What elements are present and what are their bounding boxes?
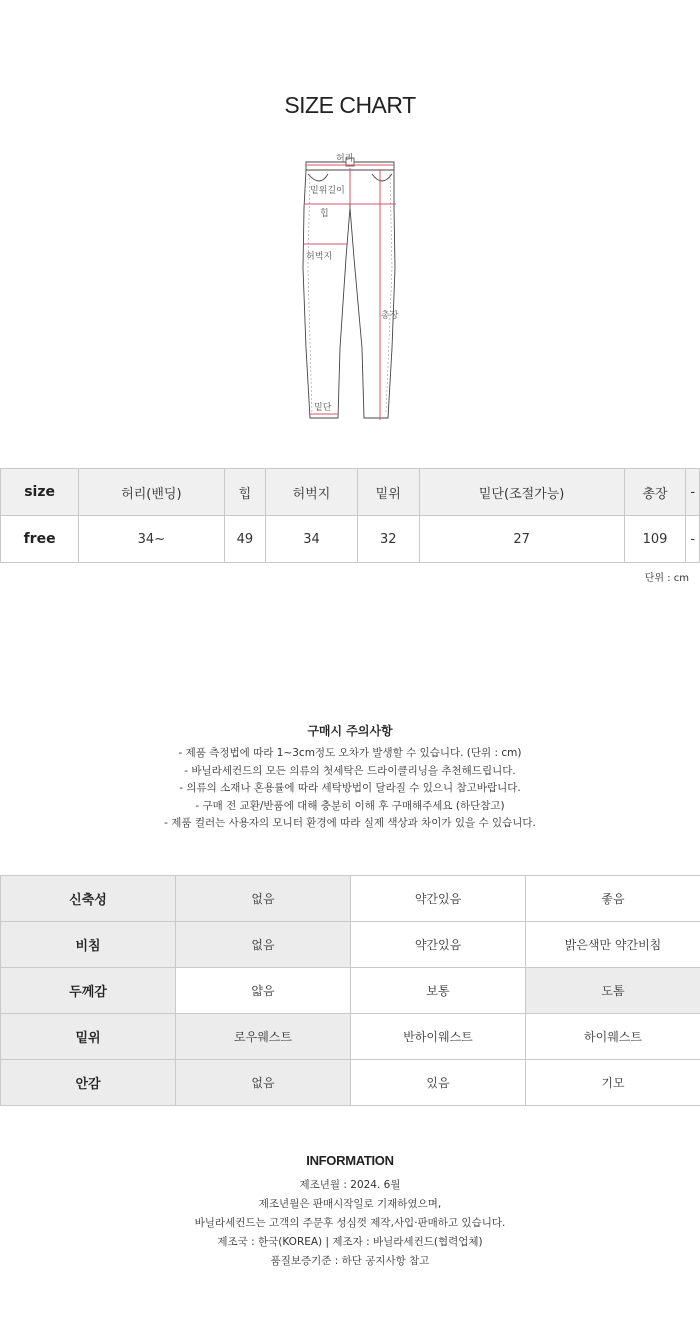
- size-header-cell: 허리(밴딩): [79, 469, 224, 516]
- size-cell: 27: [419, 516, 624, 563]
- size-table-row: [1, 516, 700, 563]
- page-title: SIZE CHART: [284, 92, 416, 118]
- info-line: 제조년월 : 2024. 6월: [299, 1179, 401, 1191]
- size-header-cell: 밑단(조절가능): [419, 469, 624, 516]
- size-header-cell: 허벅지: [266, 469, 358, 516]
- property-option: 반하이웨스트: [351, 1014, 526, 1060]
- property-option: 하이웨스트: [526, 1014, 700, 1060]
- info-line: 제조국 : 한국(KOREA) | 제조자 : 바닐라세컨드(협력업체): [217, 1236, 483, 1248]
- diagram-label-hip: 힙: [320, 209, 329, 219]
- notice-item: - 의류의 소재나 혼용률에 따라 세탁방법이 달라질 수 있으니 참고바랍니다.: [179, 782, 521, 794]
- property-option: 보통: [351, 968, 526, 1014]
- property-option: 로우웨스트: [176, 1014, 351, 1060]
- info-line: 바닐라세컨드는 고객의 주문후 성심껏 제작,사입·판매하고 있습니다.: [194, 1217, 506, 1229]
- property-option: 없음: [176, 922, 351, 968]
- property-table: [0, 875, 700, 1106]
- size-cell: 34: [266, 516, 358, 563]
- info-title: INFORMATION: [306, 1153, 394, 1168]
- diagram-label-hem: 밑단: [314, 403, 332, 413]
- size-header-cell: size: [1, 469, 79, 516]
- property-name: 비침: [1, 922, 176, 968]
- diagram-label-thigh: 허벅지: [306, 252, 333, 262]
- property-name: 밑위: [1, 1014, 176, 1060]
- property-row: [1, 922, 700, 968]
- property-option: 약간있음: [351, 876, 526, 922]
- property-option: 없음: [176, 876, 351, 922]
- size-header-cell: -: [686, 469, 700, 516]
- info-list: [0, 1176, 700, 1271]
- size-cell: 49: [224, 516, 266, 563]
- diagram-label-length: 총장: [381, 311, 399, 321]
- property-row: [1, 876, 700, 922]
- notice-item: - 제품 컬러는 사용자의 모니터 환경에 따라 실제 색상과 차이가 있을 수 있습니다.: [164, 817, 536, 829]
- property-option: 있음: [351, 1060, 526, 1106]
- unit-note: 단위 : cm: [644, 573, 689, 584]
- diagram-label-waist: 허리: [336, 154, 354, 164]
- property-row: [1, 1060, 700, 1106]
- property-option: 얇음: [176, 968, 351, 1014]
- property-option: 도톰: [526, 968, 700, 1014]
- diagram-label-rise: 밑위길이: [310, 186, 345, 196]
- property-name: 신축성: [1, 876, 176, 922]
- property-row: [1, 1014, 700, 1060]
- property-name: 안감: [1, 1060, 176, 1106]
- property-name: 두께감: [1, 968, 176, 1014]
- size-header-cell: 밑위: [357, 469, 419, 516]
- notice-list: [0, 745, 700, 833]
- notice-item: - 구매 전 교환/반품에 대해 충분히 이해 후 구매해주세요 (하단참고): [195, 799, 505, 812]
- property-row: [1, 968, 700, 1014]
- pants-illustration: [290, 148, 410, 428]
- size-header-cell: 힙: [224, 469, 266, 516]
- size-cell: 109: [624, 516, 686, 563]
- size-cell: 32: [357, 516, 419, 563]
- info-line: 품질보증기준 : 하단 공지사항 참고: [270, 1255, 430, 1267]
- property-option: 없음: [176, 1060, 351, 1106]
- size-table: [0, 468, 700, 563]
- property-option: 약간있음: [351, 922, 526, 968]
- size-header-cell: 총장: [624, 469, 686, 516]
- notice-title: 구매시 주의사항: [307, 724, 393, 738]
- property-option: 좋음: [526, 876, 700, 922]
- size-cell: -: [686, 516, 700, 563]
- size-cell: 34~: [79, 516, 224, 563]
- size-cell: free: [1, 516, 79, 563]
- notice-item: - 바닐라세컨드의 모든 의류의 첫세탁은 드라이클리닝을 추천해드립니다.: [184, 764, 516, 777]
- notice-item: - 제품 측정법에 따라 1~3cm정도 오차가 발생할 수 있습니다. (단위 : cm): [178, 747, 522, 759]
- info-line: 제조년월은 판매시작일로 기재하였으며,: [258, 1198, 442, 1210]
- pants-diagram: [290, 148, 410, 428]
- property-option: 기모: [526, 1060, 700, 1106]
- property-option: 밝은색만 약간비침: [526, 922, 700, 968]
- size-table-header-row: [1, 469, 700, 516]
